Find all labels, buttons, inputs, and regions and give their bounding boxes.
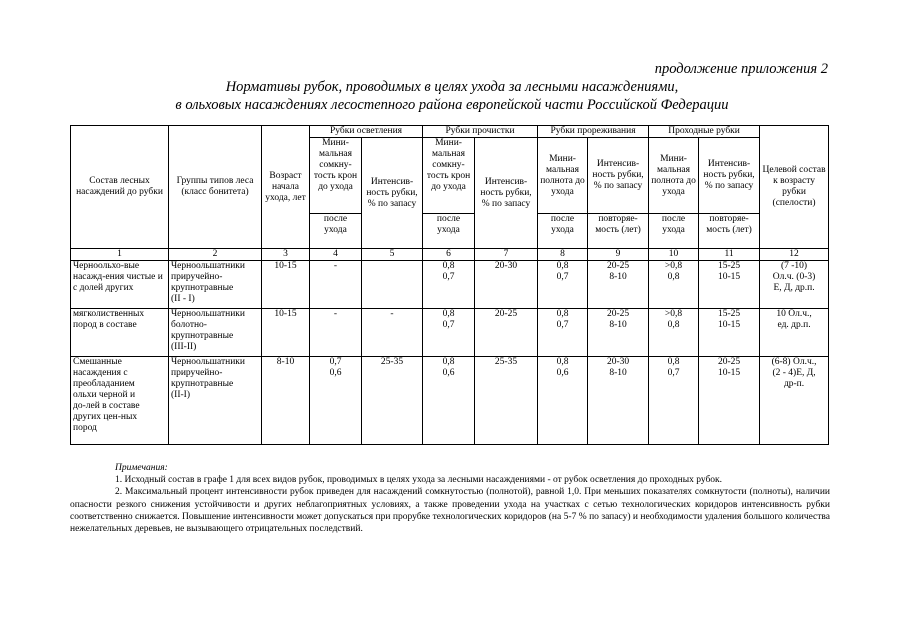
value: 0,8 bbox=[556, 309, 569, 319]
sub-min-density-10: Мини-мальная полнота до ухода bbox=[649, 138, 699, 214]
forest-type-line: (II-I) bbox=[171, 390, 190, 400]
value: 10-15 bbox=[717, 368, 741, 378]
value: 20-30 bbox=[606, 357, 630, 367]
cell-10 bbox=[649, 261, 699, 309]
value: 8-10 bbox=[609, 320, 627, 330]
cell-8 bbox=[538, 261, 588, 309]
value: - bbox=[333, 309, 338, 319]
value: 10 Ол.ч., bbox=[776, 309, 812, 319]
col-number: 10 bbox=[649, 249, 699, 261]
value: 25-35 bbox=[380, 357, 404, 367]
value: 25-35 bbox=[494, 357, 518, 367]
value: 0,6 bbox=[442, 368, 455, 378]
cell-5 bbox=[362, 357, 423, 445]
norms-table bbox=[70, 125, 829, 445]
title-line-1: Нормативы рубок, проводимых в целях ухода за лесными насаждениями, bbox=[225, 79, 679, 95]
col-number: 11 bbox=[699, 249, 760, 261]
header-composition: Состав лесных насаждений до рубки bbox=[71, 126, 169, 249]
cell-age: 10-15 bbox=[262, 309, 310, 357]
forest-type-line: болотно- bbox=[171, 320, 207, 330]
cell-composition bbox=[71, 357, 169, 445]
header-forest-types: Группы типов леса (класс бонитета) bbox=[169, 126, 262, 249]
value: 15-25 bbox=[717, 309, 741, 319]
col-number: 7 bbox=[475, 249, 538, 261]
value: 0,7 bbox=[556, 272, 569, 282]
value: 0,8 bbox=[667, 320, 680, 330]
sub-intensity-9: Интенсив-ность рубки, % по запасу bbox=[588, 138, 649, 214]
value: (2 - 4)Е, Д, bbox=[772, 368, 816, 378]
cell-7 bbox=[475, 357, 538, 445]
cell-9 bbox=[588, 309, 649, 357]
composition-line: насаждения с bbox=[73, 368, 128, 378]
cell-4 bbox=[310, 357, 362, 445]
forest-type-line: крупнотравные bbox=[171, 331, 234, 341]
sub-after-care-8: после ухода bbox=[538, 214, 588, 249]
cell-target bbox=[760, 309, 829, 357]
forest-type-line: Черноольшатники bbox=[171, 357, 245, 367]
value: 10-15 bbox=[717, 272, 741, 282]
value: 0,8 bbox=[442, 309, 455, 319]
cell-composition: мягколиственных пород в составе bbox=[71, 309, 169, 357]
cell-5 bbox=[362, 261, 423, 309]
value: 0,8 bbox=[556, 261, 569, 271]
cell-9 bbox=[588, 357, 649, 445]
col-number: 1 bbox=[71, 249, 169, 261]
value: - bbox=[333, 261, 338, 271]
sub-intensity-11: Интенсив-ность рубки, % по запасу bbox=[699, 138, 760, 214]
value: 0,6 bbox=[329, 368, 342, 378]
cell-10 bbox=[649, 309, 699, 357]
value: 0,8 bbox=[442, 357, 455, 367]
forest-type-line: приручейно- bbox=[171, 368, 223, 378]
col-number: 2 bbox=[169, 249, 262, 261]
col-number: 3 bbox=[262, 249, 310, 261]
composition-line: Смешанные bbox=[73, 357, 122, 367]
cell-8 bbox=[538, 309, 588, 357]
cell-target bbox=[760, 357, 829, 445]
value: 15-25 bbox=[717, 261, 741, 271]
forest-type-line: Черноольшатники bbox=[171, 309, 245, 319]
cell-4 bbox=[310, 309, 362, 357]
value: 8-10 bbox=[609, 272, 627, 282]
value: 0,6 bbox=[556, 368, 569, 378]
forest-type-line: (II - I) bbox=[171, 294, 195, 304]
sub-after-care-6: после ухода bbox=[423, 214, 475, 249]
value: 0,7 bbox=[556, 320, 569, 330]
table-row bbox=[71, 357, 829, 445]
cell-9 bbox=[588, 261, 649, 309]
value: 0,8 bbox=[667, 357, 680, 367]
sub-min-crown-density-6: Мини-мальная сомкну-тость крон до ухода bbox=[423, 138, 475, 214]
group-thinning: Рубки прореживания bbox=[538, 126, 649, 138]
forest-type-line: Черноольшатники bbox=[171, 261, 245, 271]
col-number: 9 bbox=[588, 249, 649, 261]
value: 20-30 bbox=[494, 261, 518, 271]
value: 0,8 bbox=[556, 357, 569, 367]
sub-after-care-10: после ухода bbox=[649, 214, 699, 249]
value: 10-15 bbox=[717, 320, 741, 330]
header-target-composition: Целевой состав к возрасту рубки (спелости) bbox=[760, 126, 829, 249]
notes-title: Примечания: bbox=[115, 463, 168, 473]
continuation-label: продолжение приложения 2 bbox=[654, 61, 828, 77]
value: 0,7 bbox=[329, 357, 342, 367]
cell-age: 10-15 bbox=[262, 261, 310, 309]
value: 20-25 bbox=[606, 309, 630, 319]
note-item: 1. Исходный состав в графе 1 для всех видов рубок, проводимых в целях ухода за лесными насаждениями - от рубок осветления до проходных рубок. bbox=[115, 475, 723, 486]
group-passing: Проходные рубки bbox=[649, 126, 760, 138]
value: 0,8 bbox=[442, 261, 455, 271]
cell-7 bbox=[475, 261, 538, 309]
value: др-п. bbox=[783, 379, 805, 389]
sub-repeat-11: повторяе-мость (лет) bbox=[699, 214, 760, 249]
cell-age: 8-10 bbox=[262, 357, 310, 445]
forest-type-line: крупнотравные bbox=[171, 379, 234, 389]
cell-6 bbox=[423, 357, 475, 445]
cell-11 bbox=[699, 261, 760, 309]
cell-forest-type bbox=[169, 261, 262, 309]
col-number: 8 bbox=[538, 249, 588, 261]
composition-line: ольхи черной и bbox=[73, 390, 136, 400]
value: (6-8) Ол.ч., bbox=[771, 357, 817, 367]
cell-forest-type bbox=[169, 309, 262, 357]
value: Е, Д, др.п. bbox=[773, 283, 815, 293]
col-number: 6 bbox=[423, 249, 475, 261]
cell-6 bbox=[423, 309, 475, 357]
col-number: 12 bbox=[760, 249, 829, 261]
value: 8-10 bbox=[609, 368, 627, 378]
header-age-start: Возраст начала ухода, лет bbox=[262, 126, 310, 249]
value: (7 -10) bbox=[780, 261, 808, 271]
cell-target bbox=[760, 261, 829, 309]
value: >0,8 bbox=[664, 261, 683, 271]
sub-min-crown-density-4: Мини-мальная сомкну-тость крон до ухода bbox=[310, 138, 362, 214]
cell-10 bbox=[649, 357, 699, 445]
sub-repeat-9: повторяе-мость (лет) bbox=[588, 214, 649, 249]
composition-line: преобладанием bbox=[73, 379, 135, 389]
composition-line: до-лей в составе bbox=[73, 401, 140, 411]
cell-11 bbox=[699, 357, 760, 445]
forest-type-line: приручейно- bbox=[171, 272, 223, 282]
table-row bbox=[71, 261, 829, 309]
cell-forest-type bbox=[169, 357, 262, 445]
note-item: 2. Максимальный процент интенсивности рубок приведен для насаждений сомкнутостью (полнотой), равной 1,0. При меньших показателях сомкнутости (полноты), наличии опасности резкого снижения устойчивости и других неблагоприятных условиях, а также проведении ухода на участках с сетью технологических коридоров интенсивность рубки соответственно снижается. Повышение интенсивности может допускаться при прорубке технологических коридоров (на 5-7 % по запасу) и необходимости удаления большого количества нежелательных деревьев, не вызывающего отрицательных последствий. bbox=[70, 487, 830, 535]
cell-8 bbox=[538, 357, 588, 445]
cell-5 bbox=[362, 309, 423, 357]
value: >0,8 bbox=[664, 309, 683, 319]
cell-4 bbox=[310, 261, 362, 309]
value: 0,8 bbox=[667, 272, 680, 282]
value: 20-25 bbox=[494, 309, 518, 319]
notes bbox=[70, 462, 830, 535]
value: 0,7 bbox=[442, 272, 455, 282]
sub-min-density-8: Мини-мальная полнота до ухода bbox=[538, 138, 588, 214]
sub-intensity-5: Интенсив-ность рубки, % по запасу bbox=[362, 138, 423, 249]
value: ед. др.п. bbox=[777, 320, 811, 330]
forest-type-line: крупнотравные bbox=[171, 283, 234, 293]
cell-7 bbox=[475, 309, 538, 357]
sub-intensity-7: Интенсив-ность рубки, % по запасу bbox=[475, 138, 538, 249]
value: 0,7 bbox=[667, 368, 680, 378]
group-cleaning: Рубки прочистки bbox=[423, 126, 538, 138]
cell-6 bbox=[423, 261, 475, 309]
value: 20-25 bbox=[717, 357, 741, 367]
col-number: 4 bbox=[310, 249, 362, 261]
cell-composition: Черноольхо-вые насажд-ения чистые и с долей других bbox=[71, 261, 169, 309]
forest-type-line: (III-II) bbox=[171, 342, 197, 352]
group-clarification: Рубки осветления bbox=[310, 126, 423, 138]
table-row bbox=[71, 309, 829, 357]
value: 0,7 bbox=[442, 320, 455, 330]
value: Ол.ч. (0-3) bbox=[772, 272, 816, 282]
title-line-2: в ольховых насаждениях лесостепного района европейской части Российской Федерации bbox=[175, 97, 729, 113]
sub-after-care-4: после ухода bbox=[310, 214, 362, 249]
composition-line: других цен-ных bbox=[73, 412, 138, 422]
value: - bbox=[390, 309, 394, 319]
cell-11 bbox=[699, 309, 760, 357]
composition-line: пород bbox=[73, 423, 97, 433]
col-number: 5 bbox=[362, 249, 423, 261]
value: 20-25 bbox=[606, 261, 630, 271]
